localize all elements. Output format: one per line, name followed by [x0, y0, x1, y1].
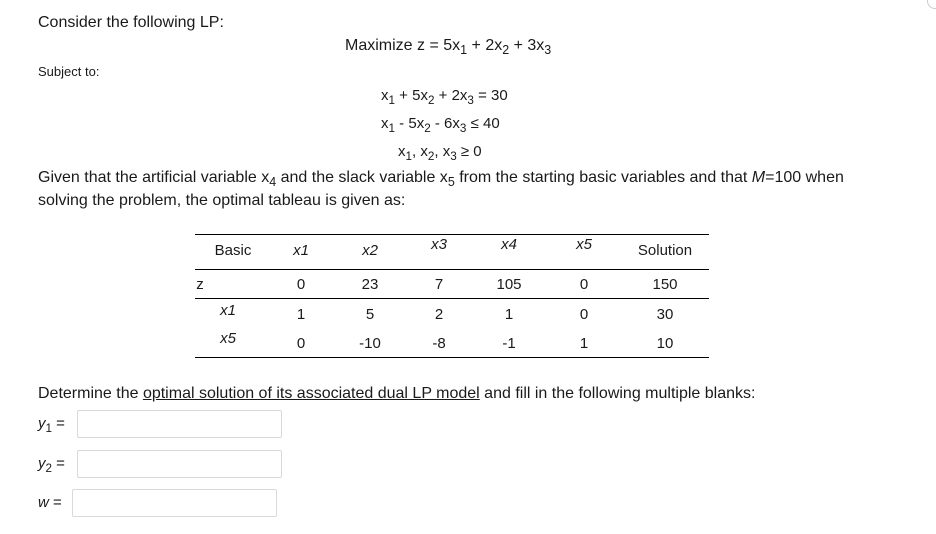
table-cell: -8 — [432, 335, 446, 352]
table-cell: 2 — [434, 306, 444, 323]
table-cell: 5 — [365, 306, 375, 323]
table-cell: 0 — [579, 306, 589, 323]
table-cell: 105 — [496, 276, 522, 293]
header-x3: x3 — [431, 236, 447, 253]
table-z-rule — [195, 298, 709, 299]
y2-input[interactable] — [77, 450, 282, 478]
table-cell: -10 — [359, 335, 381, 352]
header-x5: x5 — [576, 236, 592, 253]
table-cell: -1 — [502, 335, 516, 352]
table-cell: 1 — [296, 306, 306, 323]
intro-text: Consider the following LP: — [38, 14, 224, 31]
subject-to-label: Subject to: — [38, 64, 100, 79]
table-bottom-rule — [195, 357, 709, 358]
row-z-basic: z — [196, 276, 204, 293]
y2-label: $y_2$ = — [38, 455, 65, 475]
scroll-corner — [927, 0, 936, 9]
row-x5-basic: x5 — [220, 330, 236, 347]
header-x2: x2 — [362, 242, 378, 259]
w-input[interactable] — [72, 489, 277, 517]
constraint-2: $x_1 - 5x_2 - 6x_3 \le 40$ — [381, 115, 500, 135]
w-label: w = — [38, 494, 62, 511]
header-x1: x1 — [293, 242, 309, 259]
determine-instruction: Determine the optimal solution of its associated dual LP model and fill in the following multiple blanks: — [38, 385, 756, 402]
objective-function: Maximize $z = 5x_1 + 2x_2 + 3x_3$ — [345, 37, 552, 57]
dual-lp-link: optimal solution of its associated dual LP model — [142, 385, 480, 402]
table-cell: 150 — [652, 276, 678, 293]
table-cell: 1 — [504, 306, 514, 323]
row-x1-basic: x1 — [220, 302, 236, 319]
header-basic: Basic — [214, 242, 252, 259]
given-line-2: solving the problem, the optimal tableau is given as: — [38, 192, 406, 209]
table-cell: 1 — [579, 335, 589, 352]
y1-input[interactable] — [77, 410, 282, 438]
table-top-rule — [195, 234, 709, 235]
given-line-1: Given that the artificial variable $x_4$ and the slack variable $x_5$ from the starting basic variables and that M=100 when — [38, 169, 844, 189]
table-cell: 0 — [579, 276, 589, 293]
header-solution: Solution — [637, 242, 693, 259]
header-x4: x4 — [501, 236, 517, 253]
table-cell: 0 — [296, 276, 306, 293]
table-cell: 7 — [434, 276, 444, 293]
y1-label: $y_1$ = — [38, 415, 65, 435]
table-cell: 10 — [656, 335, 674, 352]
table-cell: 0 — [296, 335, 306, 352]
table-header-rule — [195, 269, 709, 270]
constraint-nonnegativity: $x_1$, $x_2$, $x_3 \ge 0$ — [398, 143, 482, 163]
table-cell: 30 — [656, 306, 674, 323]
table-cell: 23 — [361, 276, 379, 293]
constraint-1: $x_1 + 5x_2 + 2x_3 = 30$ — [381, 87, 508, 107]
